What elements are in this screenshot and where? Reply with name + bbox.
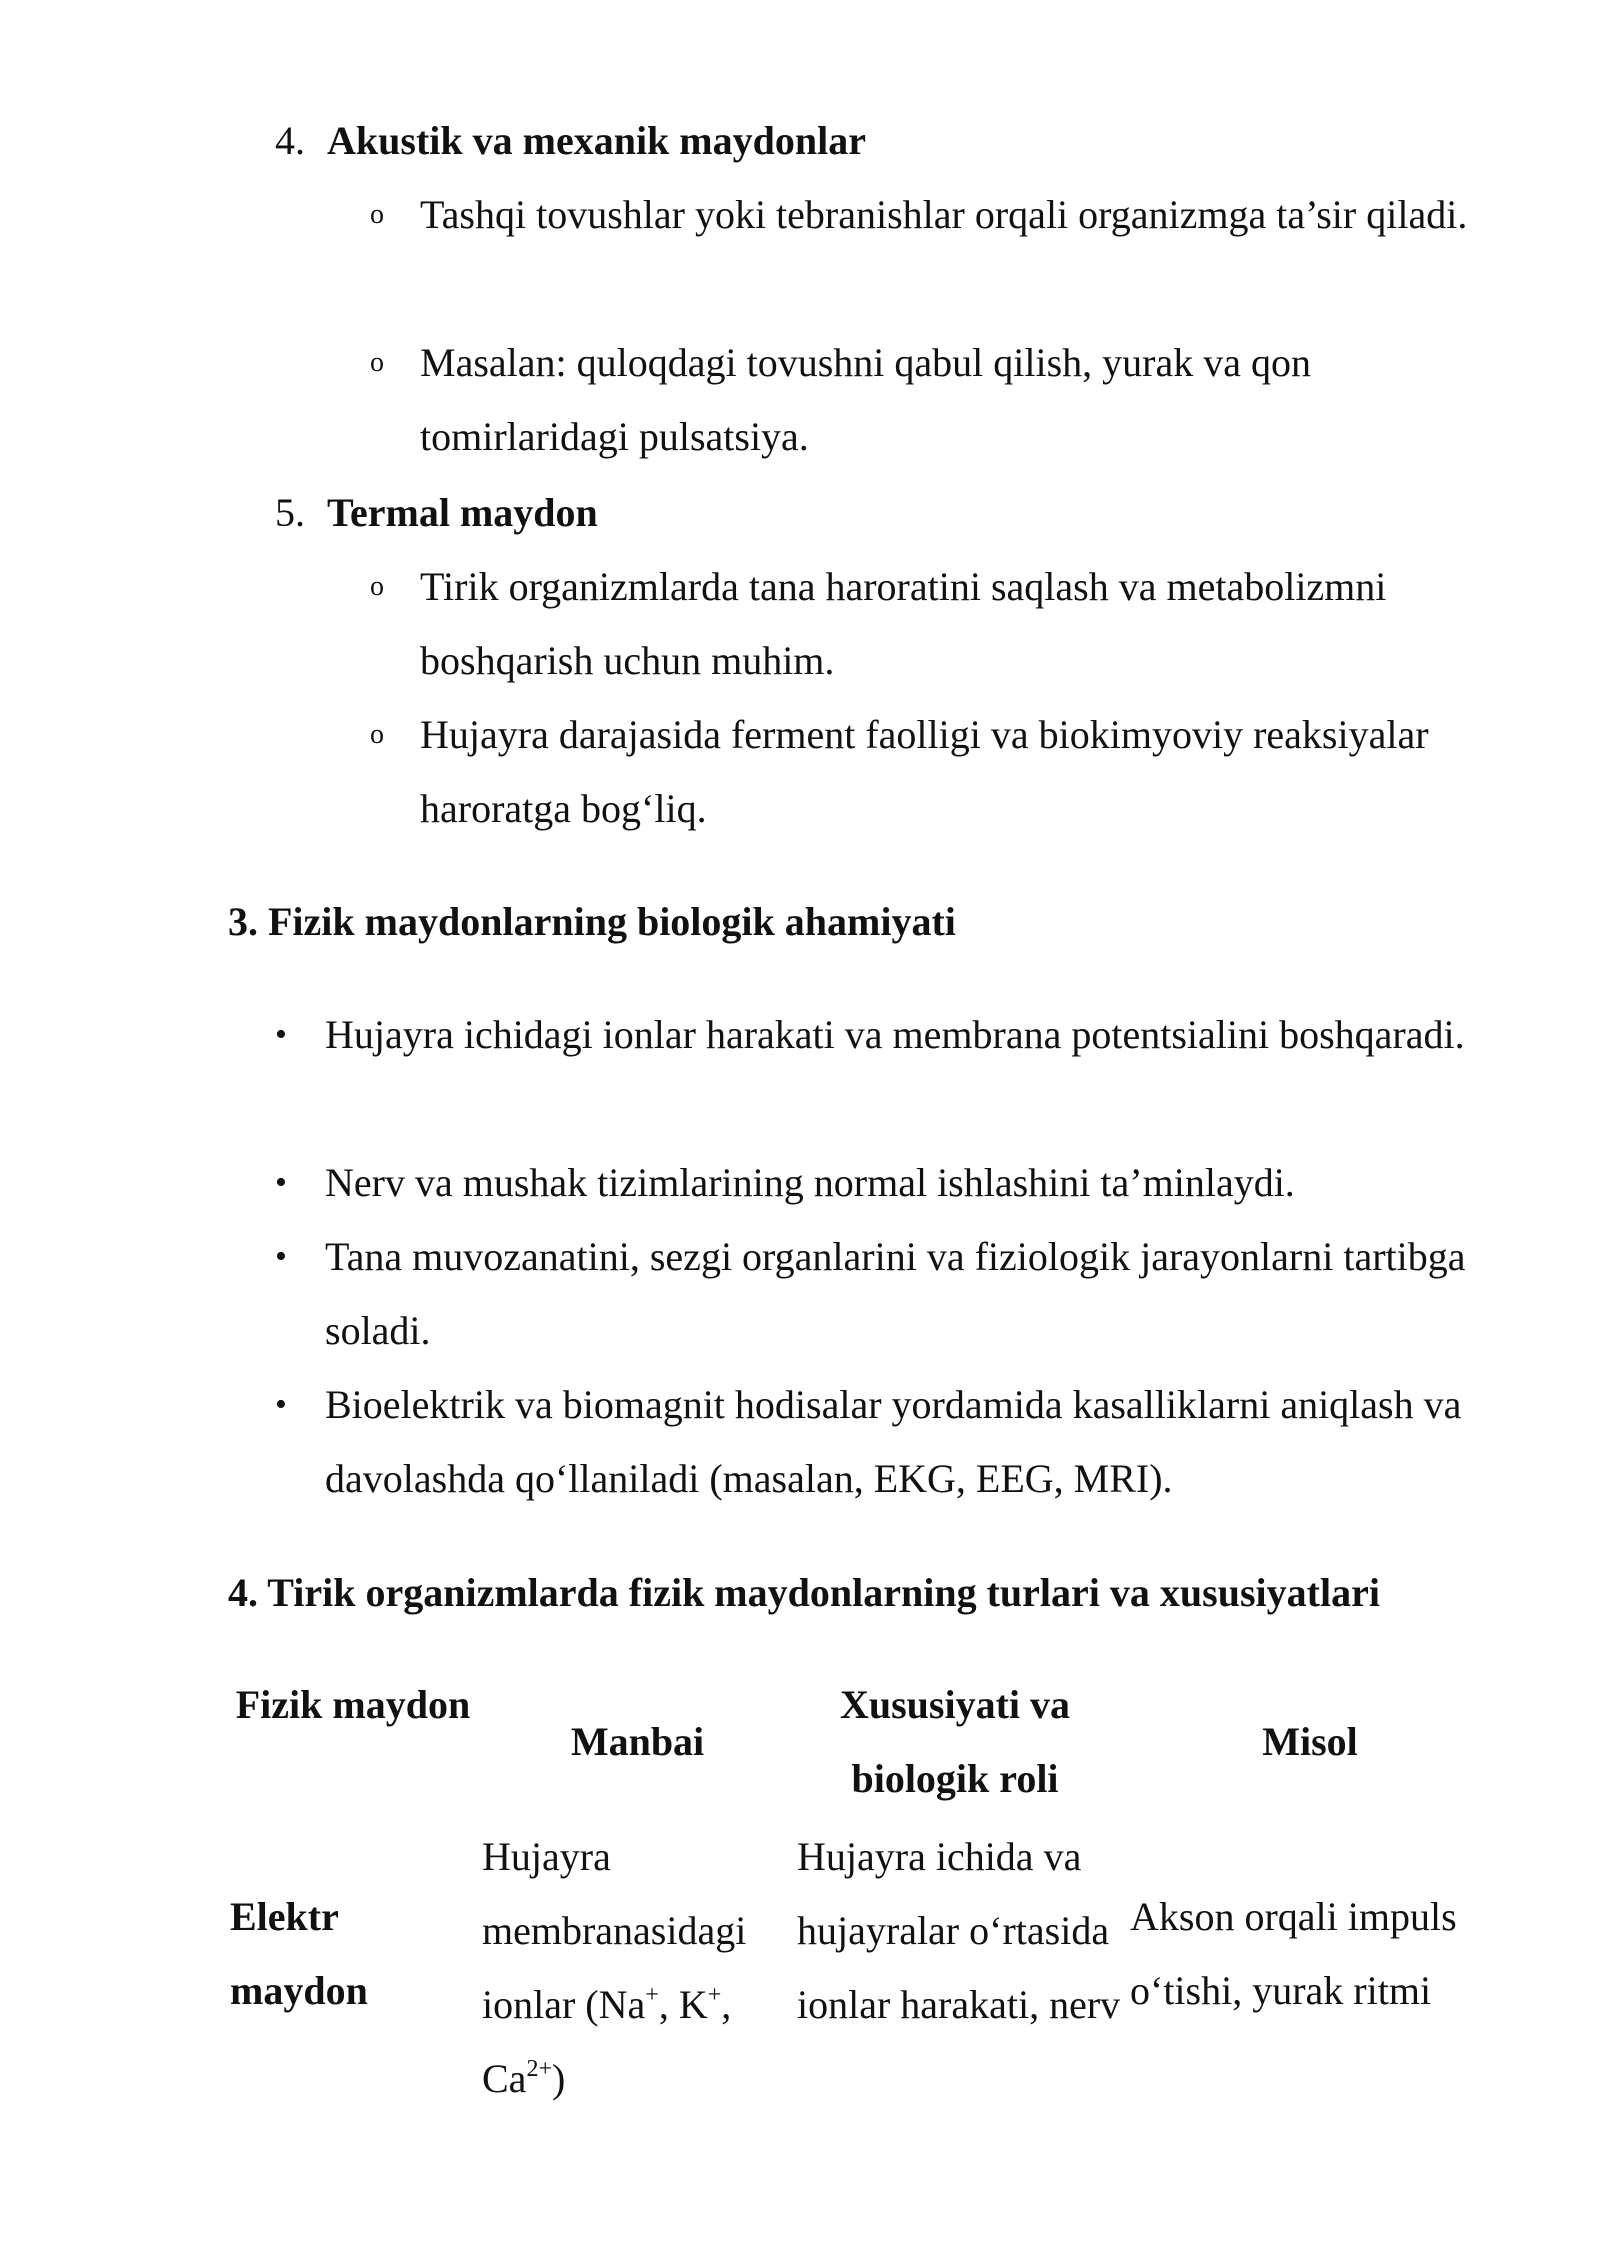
bullet-text: Hujayra ichidagi ionlar harakati va membrana potentsialini boshqaradi. (325, 1012, 1465, 1057)
superscript: + (707, 1982, 722, 2008)
table-header-role: Xususiyati va biologik roli (839, 1682, 1071, 1801)
bullet-icon: • (275, 1386, 287, 1423)
list-title: Akustik va mexanik maydonlar (327, 118, 866, 163)
bullet-text: Nerv va mushak tizimlarining normal ishlashini ta’minlaydi. (325, 1160, 1295, 1205)
source-text: Hujayra membranasidagi ionlar (Na (482, 1834, 747, 2027)
superscript: 2+ (526, 2056, 552, 2082)
sub-bullet-text: Masalan: quloqdagi tovushni qabul qilish, yurak va qon tomirlaridagi pulsatsiya. (420, 340, 1311, 459)
superscript: + (645, 1982, 659, 2008)
bullet-icon: • (275, 1164, 287, 1201)
sub-bullet-item (370, 178, 1500, 252)
list-item-4 (275, 104, 866, 178)
bullet-item (275, 1220, 1475, 1368)
sub-bullet-text: Hujayra darajasida ferment faolligi va biokimyoviy reaksiyalar haroratga bog‘liq. (420, 712, 1429, 831)
bullet-item (275, 1368, 1475, 1516)
table-cell-field: Elektr maydon (230, 1894, 368, 2013)
bullet-item (275, 998, 1475, 1072)
sub-bullet-item (370, 550, 1500, 698)
circle-bullet-icon: o (370, 719, 384, 750)
circle-bullet-icon: o (370, 571, 384, 602)
table-cell-example: Akson orqali impuls o‘tishi, yurak ritmi (1130, 1894, 1457, 2013)
sub-bullet-item (370, 326, 1500, 474)
circle-bullet-icon: o (370, 199, 384, 230)
list-number: 4. (275, 118, 305, 163)
sub-bullet-text: Tirik organizmlarda tana haroratini saqlash va metabolizmni boshqarish uchun muhim. (420, 564, 1387, 683)
table-cell-role: Hujayra ichida va hujayralar o‘rtasida ionlar harakati, nerv (797, 1834, 1121, 2027)
table-header-example: Misol (1262, 1719, 1358, 1764)
bullet-icon: • (275, 1016, 287, 1053)
table-header-field: Fizik maydon (235, 1682, 471, 1727)
table-header-source: Manbai (570, 1719, 705, 1764)
list-number: 5. (275, 490, 305, 535)
source-text: , K (658, 1982, 708, 2027)
bullet-text: Tana muvozanatini, sezgi organlarini va fiziologik jarayonlarni tartibga soladi. (325, 1234, 1466, 1353)
list-item-5 (275, 476, 598, 550)
section-heading: 4. Tirik organizmlarda fizik maydonlarning turlari va xususiyatlari (228, 1570, 1380, 1615)
circle-bullet-icon: o (370, 347, 384, 378)
sub-bullet-item (370, 698, 1500, 846)
section-heading: 3. Fizik maydonlarning biologik ahamiyati (228, 899, 956, 944)
bullet-icon: • (275, 1238, 287, 1275)
table-cell-source (482, 1820, 782, 2116)
bullet-text: Bioelektrik va biomagnit hodisalar yordamida kasalliklarni aniqlash va davolashda qo‘llaniladi (masalan, EKG, EEG, MRI). (325, 1382, 1462, 1501)
list-title: Termal maydon (327, 490, 598, 535)
source-text: ) (551, 2056, 566, 2101)
source-text: , Ca (482, 1982, 732, 2101)
sub-bullet-text: Tashqi tovushlar yoki tebranishlar orqali organizmga ta’sir qiladi. (420, 192, 1468, 237)
bullet-item (275, 1146, 1475, 1220)
